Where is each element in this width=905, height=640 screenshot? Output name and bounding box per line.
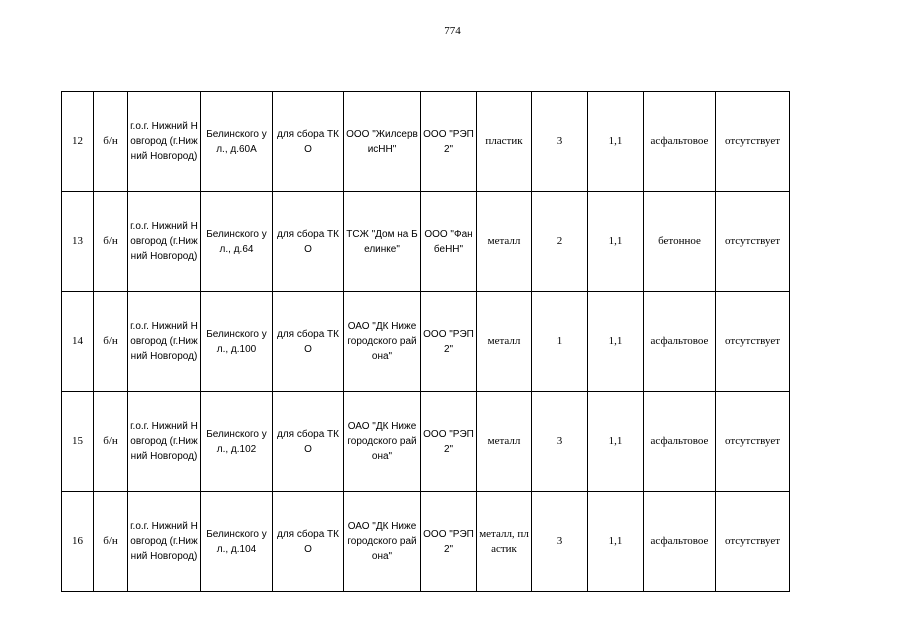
- row-number: 15: [62, 392, 94, 492]
- container-count-cell: 3: [532, 492, 588, 592]
- document-number: б/н: [94, 392, 128, 492]
- owner-cell: ОАО "ДК Нижегородского района": [344, 292, 421, 392]
- address-cell: Белинского ул., д.102: [201, 392, 273, 492]
- purpose-cell: для сбора ТКО: [273, 92, 344, 192]
- address-cell: Белинского ул., д.100: [201, 292, 273, 392]
- address-cell: Белинского ул., д.60А: [201, 92, 273, 192]
- row-number: 16: [62, 492, 94, 592]
- fence-cell: отсутствует: [716, 192, 790, 292]
- purpose-cell: для сбора ТКО: [273, 392, 344, 492]
- operator-cell: ООО "РЭП2": [421, 392, 477, 492]
- material-cell: пластик: [477, 92, 532, 192]
- container-count-cell: 1: [532, 292, 588, 392]
- container-volume-cell: 1,1: [588, 292, 644, 392]
- container-volume-cell: 1,1: [588, 392, 644, 492]
- table-row: [62, 492, 790, 592]
- table-row: [62, 392, 790, 492]
- page-number: 774: [444, 25, 461, 37]
- operator-cell: ООО "РЭП2": [421, 492, 477, 592]
- surface-cell: асфальтовое: [644, 92, 716, 192]
- material-cell: металл: [477, 292, 532, 392]
- surface-cell: асфальтовое: [644, 492, 716, 592]
- material-cell: металл: [477, 192, 532, 292]
- table-row: [62, 92, 790, 192]
- row-number: 13: [62, 192, 94, 292]
- surface-cell: асфальтовое: [644, 392, 716, 492]
- purpose-cell: для сбора ТКО: [273, 492, 344, 592]
- document-number: б/н: [94, 192, 128, 292]
- container-volume-cell: 1,1: [588, 192, 644, 292]
- fence-cell: отсутствует: [716, 392, 790, 492]
- address-cell: Белинского ул., д.104: [201, 492, 273, 592]
- fence-cell: отсутствует: [716, 92, 790, 192]
- owner-cell: ТСЖ "Дом на Белинке": [344, 192, 421, 292]
- table-row: [62, 192, 790, 292]
- fence-cell: отсутствует: [716, 492, 790, 592]
- container-volume-cell: 1,1: [588, 92, 644, 192]
- material-cell: металл: [477, 392, 532, 492]
- owner-cell: ОАО "ДК Нижегородского района": [344, 392, 421, 492]
- container-count-cell: 3: [532, 92, 588, 192]
- document-number: б/н: [94, 92, 128, 192]
- operator-cell: ООО "РЭП2": [421, 92, 477, 192]
- settlement-cell: г.о.г. Нижний Новгород (г.Нижний Новгород): [128, 92, 201, 192]
- purpose-cell: для сбора ТКО: [273, 292, 344, 392]
- waste-sites-table: [61, 91, 790, 592]
- container-count-cell: 2: [532, 192, 588, 292]
- purpose-cell: для сбора ТКО: [273, 192, 344, 292]
- settlement-cell: г.о.г. Нижний Новгород (г.Нижний Новгород): [128, 292, 201, 392]
- row-number: 14: [62, 292, 94, 392]
- settlement-cell: г.о.г. Нижний Новгород (г.Нижний Новгород): [128, 392, 201, 492]
- owner-cell: ОАО "ДК Нижегородского района": [344, 492, 421, 592]
- settlement-cell: г.о.г. Нижний Новгород (г.Нижний Новгород): [128, 492, 201, 592]
- operator-cell: ООО "ФанбеНН": [421, 192, 477, 292]
- container-volume-cell: 1,1: [588, 492, 644, 592]
- surface-cell: бетонное: [644, 192, 716, 292]
- operator-cell: ООО "РЭП2": [421, 292, 477, 392]
- document-number: б/н: [94, 492, 128, 592]
- table-row: [62, 292, 790, 392]
- surface-cell: асфальтовое: [644, 292, 716, 392]
- settlement-cell: г.о.г. Нижний Новгород (г.Нижний Новгород): [128, 192, 201, 292]
- fence-cell: отсутствует: [716, 292, 790, 392]
- owner-cell: ООО "ЖилсервисНН": [344, 92, 421, 192]
- row-number: 12: [62, 92, 94, 192]
- address-cell: Белинского ул., д.64: [201, 192, 273, 292]
- material-cell: металл, пластик: [477, 492, 532, 592]
- container-count-cell: 3: [532, 392, 588, 492]
- document-number: б/н: [94, 292, 128, 392]
